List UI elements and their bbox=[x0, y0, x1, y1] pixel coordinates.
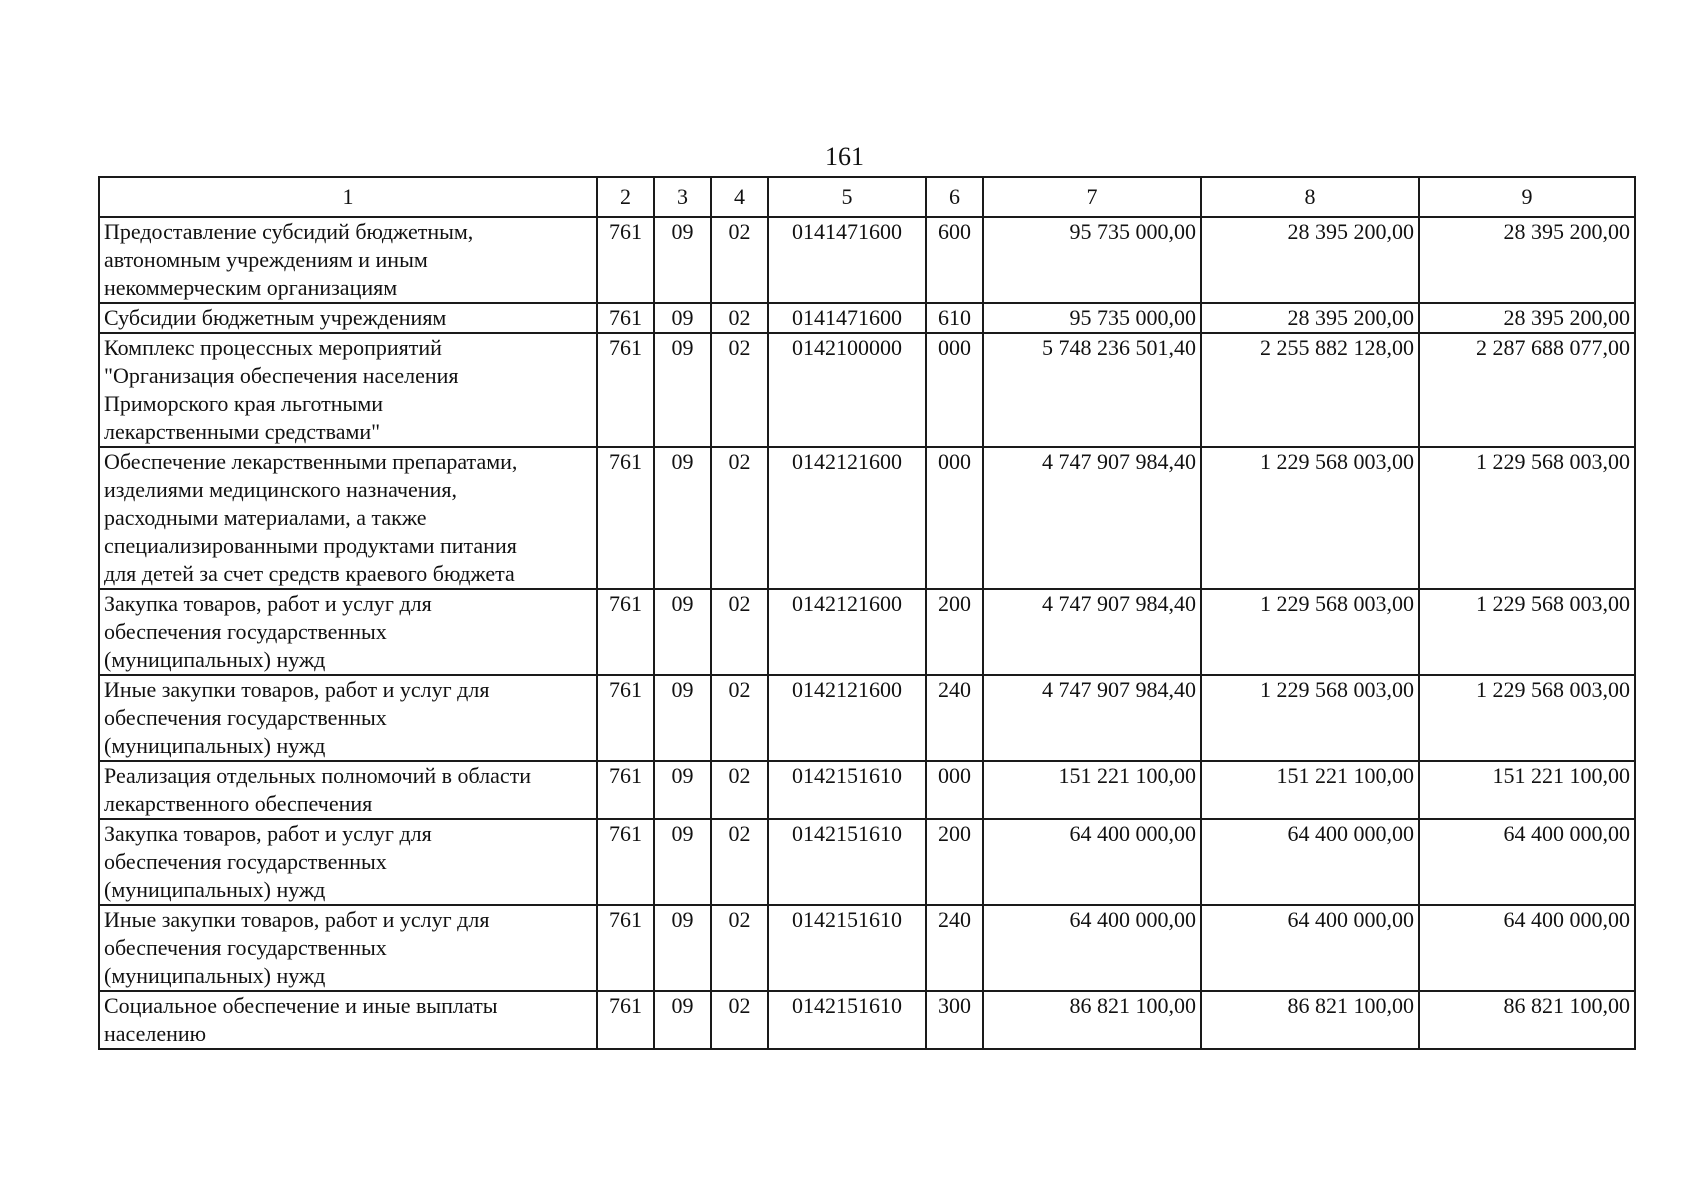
subsection-cell: 02 bbox=[711, 761, 768, 819]
item-name-cell bbox=[99, 991, 597, 1049]
amount-cell-year-3: 86 821 100,00 bbox=[1419, 991, 1635, 1049]
section-cell: 09 bbox=[654, 217, 711, 303]
item-name-cell bbox=[99, 447, 597, 589]
amount-cell-year-3: 151 221 100,00 bbox=[1419, 761, 1635, 819]
expense-type-cell: 610 bbox=[926, 303, 983, 333]
amount-cell-year-2: 1 229 568 003,00 bbox=[1201, 589, 1419, 675]
column-header: 9 bbox=[1419, 177, 1635, 217]
amount-cell-year-2: 64 400 000,00 bbox=[1201, 905, 1419, 991]
amount-cell-year-1: 95 735 000,00 bbox=[983, 217, 1201, 303]
amount-cell-year-2: 1 229 568 003,00 bbox=[1201, 675, 1419, 761]
table-row bbox=[99, 589, 1635, 675]
grbs-cell: 761 bbox=[597, 303, 654, 333]
item-name-line: лекарственными средствами" bbox=[104, 419, 381, 444]
amount-cell-year-1: 5 748 236 501,40 bbox=[983, 333, 1201, 447]
section-cell: 09 bbox=[654, 589, 711, 675]
item-name-line: Закупка товаров, работ и услуг для bbox=[104, 591, 432, 616]
item-name-line: Субсидии бюджетным учреждениям bbox=[104, 305, 447, 330]
column-header: 3 bbox=[654, 177, 711, 217]
target-article-cell: 0141471600 bbox=[768, 303, 926, 333]
amount-cell-year-2: 151 221 100,00 bbox=[1201, 761, 1419, 819]
item-name-line: Иные закупки товаров, работ и услуг для bbox=[104, 677, 490, 702]
subsection-cell: 02 bbox=[711, 333, 768, 447]
grbs-cell: 761 bbox=[597, 675, 654, 761]
item-name-cell bbox=[99, 675, 597, 761]
target-article-cell: 0142121600 bbox=[768, 589, 926, 675]
column-header: 4 bbox=[711, 177, 768, 217]
column-header: 1 bbox=[99, 177, 597, 217]
item-name-line: Обеспечение лекарственными препаратами, bbox=[104, 449, 518, 474]
amount-cell-year-3: 64 400 000,00 bbox=[1419, 905, 1635, 991]
expense-type-cell: 600 bbox=[926, 217, 983, 303]
item-name-line: обеспечения государственных bbox=[104, 935, 387, 960]
table-row bbox=[99, 303, 1635, 333]
table-row bbox=[99, 447, 1635, 589]
table-header-row bbox=[99, 177, 1635, 217]
amount-cell-year-1: 151 221 100,00 bbox=[983, 761, 1201, 819]
item-name-line: Комплекс процессных мероприятий bbox=[104, 335, 442, 360]
section-cell: 09 bbox=[654, 333, 711, 447]
amount-cell-year-2: 1 229 568 003,00 bbox=[1201, 447, 1419, 589]
target-article-cell: 0142100000 bbox=[768, 333, 926, 447]
subsection-cell: 02 bbox=[711, 303, 768, 333]
section-cell: 09 bbox=[654, 303, 711, 333]
item-name-line: Иные закупки товаров, работ и услуг для bbox=[104, 907, 490, 932]
target-article-cell: 0142151610 bbox=[768, 991, 926, 1049]
item-name-line: Закупка товаров, работ и услуг для bbox=[104, 821, 432, 846]
amount-cell-year-3: 2 287 688 077,00 bbox=[1419, 333, 1635, 447]
expense-type-cell: 000 bbox=[926, 333, 983, 447]
item-name-cell bbox=[99, 819, 597, 905]
grbs-cell: 761 bbox=[597, 905, 654, 991]
section-cell: 09 bbox=[654, 991, 711, 1049]
target-article-cell: 0142121600 bbox=[768, 675, 926, 761]
grbs-cell: 761 bbox=[597, 447, 654, 589]
amount-cell-year-3: 28 395 200,00 bbox=[1419, 303, 1635, 333]
amount-cell-year-2: 86 821 100,00 bbox=[1201, 991, 1419, 1049]
table-row bbox=[99, 819, 1635, 905]
grbs-cell: 761 bbox=[597, 333, 654, 447]
item-name-line: (муниципальных) нужд bbox=[104, 647, 326, 672]
item-name-line: обеспечения государственных bbox=[104, 705, 387, 730]
item-name-cell bbox=[99, 217, 597, 303]
grbs-cell: 761 bbox=[597, 819, 654, 905]
amount-cell-year-1: 4 747 907 984,40 bbox=[983, 447, 1201, 589]
section-cell: 09 bbox=[654, 819, 711, 905]
item-name-line: обеспечения государственных bbox=[104, 619, 387, 644]
item-name-cell bbox=[99, 303, 597, 333]
item-name-line: Реализация отдельных полномочий в области bbox=[104, 763, 532, 788]
expense-type-cell: 200 bbox=[926, 589, 983, 675]
expense-type-cell: 000 bbox=[926, 761, 983, 819]
table-row bbox=[99, 217, 1635, 303]
subsection-cell: 02 bbox=[711, 905, 768, 991]
item-name-line: (муниципальных) нужд bbox=[104, 963, 326, 988]
column-header: 7 bbox=[983, 177, 1201, 217]
item-name-line: (муниципальных) нужд bbox=[104, 733, 326, 758]
subsection-cell: 02 bbox=[711, 819, 768, 905]
grbs-cell: 761 bbox=[597, 761, 654, 819]
item-name-cell bbox=[99, 333, 597, 447]
amount-cell-year-1: 95 735 000,00 bbox=[983, 303, 1201, 333]
item-name-cell bbox=[99, 905, 597, 991]
subsection-cell: 02 bbox=[711, 675, 768, 761]
item-name-line: Социальное обеспечение и иные выплаты bbox=[104, 993, 498, 1018]
target-article-cell: 0142151610 bbox=[768, 905, 926, 991]
budget-table bbox=[98, 176, 1636, 1050]
item-name-line: для детей за счет средств краевого бюджета bbox=[104, 561, 515, 586]
item-name-line: специализированными продуктами питания bbox=[104, 533, 517, 558]
target-article-cell: 0142151610 bbox=[768, 761, 926, 819]
item-name-line: населению bbox=[104, 1021, 207, 1046]
table-row bbox=[99, 905, 1635, 991]
item-name-line: автономным учреждениям и иным bbox=[104, 247, 428, 272]
column-header: 8 bbox=[1201, 177, 1419, 217]
amount-cell-year-2: 2 255 882 128,00 bbox=[1201, 333, 1419, 447]
item-name-line: расходными материалами, а также bbox=[104, 505, 427, 530]
amount-cell-year-2: 28 395 200,00 bbox=[1201, 217, 1419, 303]
subsection-cell: 02 bbox=[711, 589, 768, 675]
expense-type-cell: 200 bbox=[926, 819, 983, 905]
item-name-cell bbox=[99, 589, 597, 675]
item-name-line: Предоставление субсидий бюджетным, bbox=[104, 219, 474, 244]
target-article-cell: 0141471600 bbox=[768, 217, 926, 303]
grbs-cell: 761 bbox=[597, 589, 654, 675]
amount-cell-year-3: 28 395 200,00 bbox=[1419, 217, 1635, 303]
item-name-cell bbox=[99, 761, 597, 819]
item-name-line: изделиями медицинского назначения, bbox=[104, 477, 457, 502]
amount-cell-year-1: 4 747 907 984,40 bbox=[983, 589, 1201, 675]
page-number: 161 bbox=[825, 142, 864, 171]
section-cell: 09 bbox=[654, 905, 711, 991]
amount-cell-year-3: 64 400 000,00 bbox=[1419, 819, 1635, 905]
table-row bbox=[99, 991, 1635, 1049]
amount-cell-year-3: 1 229 568 003,00 bbox=[1419, 675, 1635, 761]
amount-cell-year-1: 4 747 907 984,40 bbox=[983, 675, 1201, 761]
section-cell: 09 bbox=[654, 447, 711, 589]
item-name-line: (муниципальных) нужд bbox=[104, 877, 326, 902]
amount-cell-year-1: 64 400 000,00 bbox=[983, 819, 1201, 905]
amount-cell-year-2: 64 400 000,00 bbox=[1201, 819, 1419, 905]
section-cell: 09 bbox=[654, 761, 711, 819]
amount-cell-year-3: 1 229 568 003,00 bbox=[1419, 447, 1635, 589]
item-name-line: "Организация обеспечения населения bbox=[104, 363, 459, 388]
amount-cell-year-1: 86 821 100,00 bbox=[983, 991, 1201, 1049]
item-name-line: обеспечения государственных bbox=[104, 849, 387, 874]
table-row bbox=[99, 675, 1635, 761]
section-cell: 09 bbox=[654, 675, 711, 761]
item-name-line: Приморского края льготными bbox=[104, 391, 384, 416]
expense-type-cell: 000 bbox=[926, 447, 983, 589]
column-header: 5 bbox=[768, 177, 926, 217]
grbs-cell: 761 bbox=[597, 991, 654, 1049]
table-body bbox=[99, 217, 1635, 1049]
column-header: 2 bbox=[597, 177, 654, 217]
subsection-cell: 02 bbox=[711, 991, 768, 1049]
expense-type-cell: 240 bbox=[926, 675, 983, 761]
subsection-cell: 02 bbox=[711, 217, 768, 303]
grbs-cell: 761 bbox=[597, 217, 654, 303]
subsection-cell: 02 bbox=[711, 447, 768, 589]
expense-type-cell: 300 bbox=[926, 991, 983, 1049]
amount-cell-year-2: 28 395 200,00 bbox=[1201, 303, 1419, 333]
column-header: 6 bbox=[926, 177, 983, 217]
target-article-cell: 0142121600 bbox=[768, 447, 926, 589]
item-name-line: некоммерческим организациям bbox=[104, 275, 398, 300]
amount-cell-year-1: 64 400 000,00 bbox=[983, 905, 1201, 991]
item-name-line: лекарственного обеспечения bbox=[104, 791, 373, 816]
amount-cell-year-3: 1 229 568 003,00 bbox=[1419, 589, 1635, 675]
expense-type-cell: 240 bbox=[926, 905, 983, 991]
table-row bbox=[99, 761, 1635, 819]
table-row bbox=[99, 333, 1635, 447]
target-article-cell: 0142151610 bbox=[768, 819, 926, 905]
